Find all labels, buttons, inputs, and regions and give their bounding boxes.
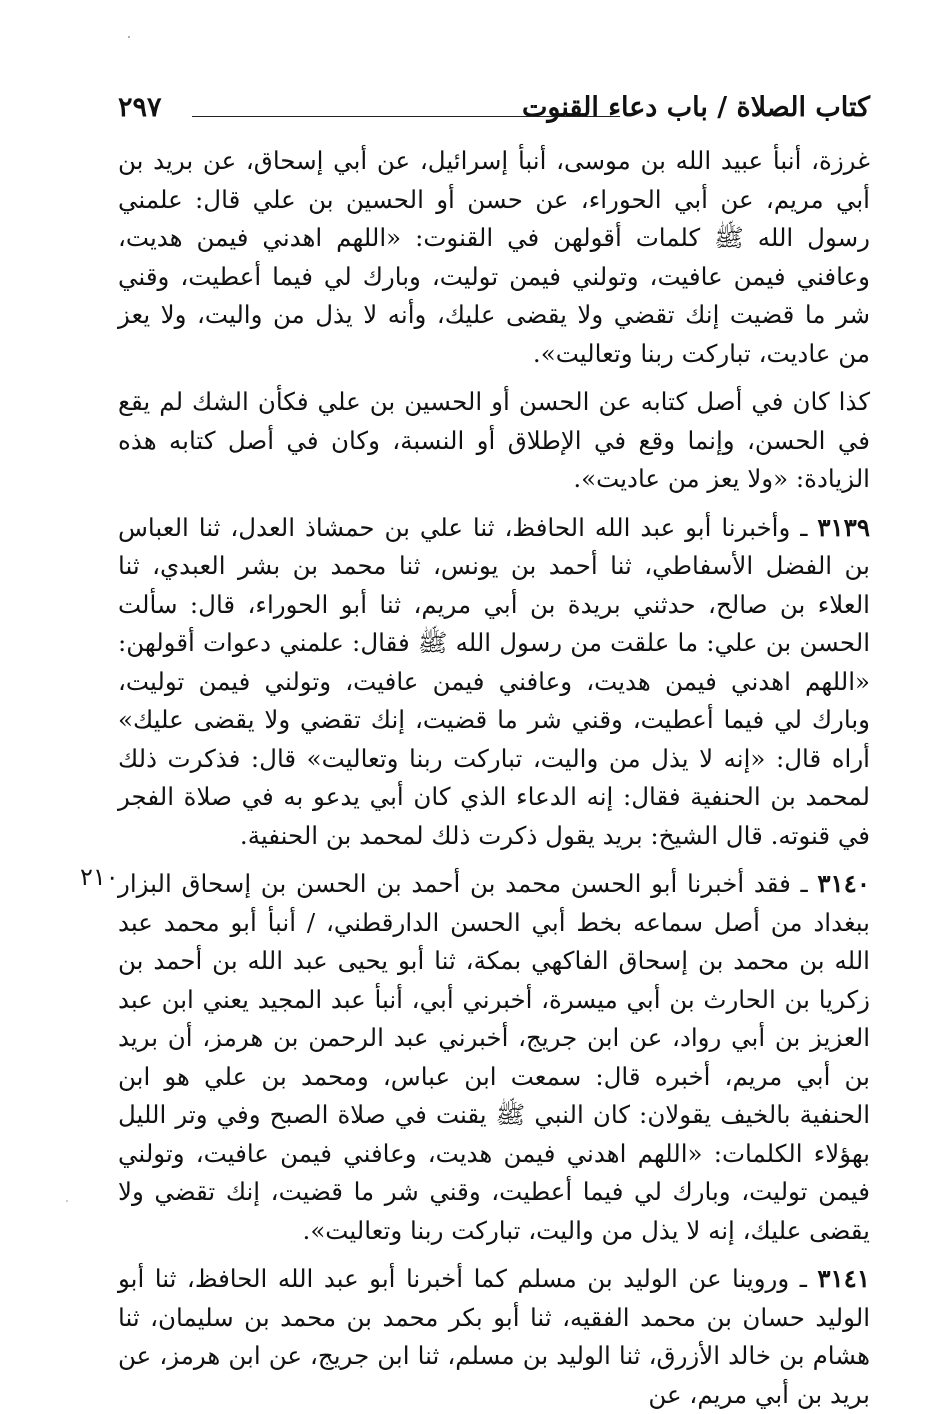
page-number: ٢٩٧ bbox=[118, 92, 162, 123]
paragraph-text: غرزة، أنبأ عبيد الله بن موسى، أنبأ إسرائيل، عن أبي إسحاق، عن بريد بن أبي مريم، عن أبي الحوراء، عن حسن أو الحسين بن علي قال: علمني رسول الله ﷺ كلمات أقولهن في القنوت: «اللهم اهدني فيمن هديت، وعافني فيمن عافيت، وتولني فيمن توليت، وبارك لي فيما أعطيت، وقني شر ما قضيت إنك تقضي ولا يقضى عليك، وأنه لا يذل من واليت، ولا يعز من عاديت، تباركت ربنا وتعاليت». bbox=[118, 146, 870, 368]
hadith-number: ٣١٤١ bbox=[817, 1264, 870, 1293]
running-title: كتاب الصلاة / باب دعاء القنوت bbox=[521, 92, 870, 123]
paragraph-text: ـ وروينا عن الوليد بن مسلم كما أخبرنا أبو عبد الله الحافظ، ثنا أبو الوليد حسان بن محمد الفقيه، ثنا أبو بكر محمد بن محمد بن سليمان، ثنا هشام بن خالد الأزرق، ثنا الوليد بن مسلم، ثنا ابن جريج، عن ابن هرمز، عن بريد بن أبي مريم، عن bbox=[118, 1264, 870, 1409]
hadith-paragraph bbox=[118, 1260, 870, 1414]
scan-speck bbox=[66, 1200, 68, 1202]
hadith-number: ٣١٣٩ bbox=[817, 512, 870, 542]
paragraph bbox=[118, 142, 870, 373]
body-text bbox=[118, 142, 870, 1414]
hadith-paragraph bbox=[118, 509, 870, 856]
paragraph-text: كذا كان في أصل كتابه عن الحسن أو الحسين بن علي فكأن الشك لم يقع في الحسن، وإنما وقع في الإطلاق أو النسبة، وكان في أصل كتابه هذه الزيادة: «ولا يعز من عاديت». bbox=[118, 387, 870, 493]
scan-speck bbox=[128, 36, 130, 38]
page-header bbox=[118, 88, 870, 128]
paragraph-text: ـ فقد أخبرنا أبو الحسن محمد بن أحمد بن الحسن بن إسحاق البزار ببغداد من أصل سماعه بخط أبي الحسن الدارقطني، / أنبأ أبو محمد عبد الله بن محمد بن إسحاق الفاكهي بمكة، ثنا أبو يحيى عبد الله بن أحمد بن زكريا بن الحارث بن أبي ميسرة، أخبرني أبي، أنبأ عبد المجيد يعني ابن عبد العزيز بن أبي رواد، عن ابن جريج، أخبرني عبد الرحمن بن هرمز، أن بريد بن أبي مريم، أخبره قال: سمعت ابن عباس، ومحمد بن علي هو ابن الحنفية بالخيف يقولان: كان النبي ﷺ يقنت في صلاة الصبح وفي وتر الليل بهؤلاء الكلمات: «اللهم اهدني فيمن هديت، وعافني فيمن عافيت، وتولني فيمن توليت، وبارك لي فيما أعطيت، وقني شر ما قضيت، إنك تقضي ولا يقضى عليك، إنه لا يذل من واليت، تباركت ربنا وتعاليت». bbox=[118, 869, 870, 1245]
hadith-paragraph bbox=[118, 865, 870, 1250]
hadith-number: ٣١٤٠ bbox=[817, 869, 870, 898]
paragraph bbox=[118, 383, 870, 499]
margin-folio-note: ٢١٠ bbox=[80, 863, 119, 891]
header-rule bbox=[192, 116, 620, 117]
paragraph-text: ـ وأخبرنا أبو عبد الله الحافظ، ثنا علي بن حمشاذ العدل، ثنا العباس بن الفضل الأسفاطي، ثنا أحمد بن يونس، ثنا محمد بن بشر العبدي، ثنا العلاء بن صالح، حدثني بريدة بن أبي مريم، ثنا أبو الحوراء، قال: سألت الحسن بن علي: ما علقت من رسول الله ﷺ فقال: علمني دعوات أقولهن: «اللهم اهدني فيمن هديت، وعافني فيمن عافيت، وتولني فيمن توليت، وبارك لي فيما أعطيت، وقني شر ما قضيت، إنك تقضي ولا يقضى عليك» أراه قال: «إنه لا يذل من واليت، تباركت ربنا وتعاليت» قال: فذكرت ذلك لمحمد بن الحنفية فقال: إنه الدعاء الذي كان أبي يدعو به في صلاة الفجر في قنوته. قال الشيخ: بريد يقول ذكرت ذلك لمحمد بن الحنفية. bbox=[118, 512, 870, 850]
